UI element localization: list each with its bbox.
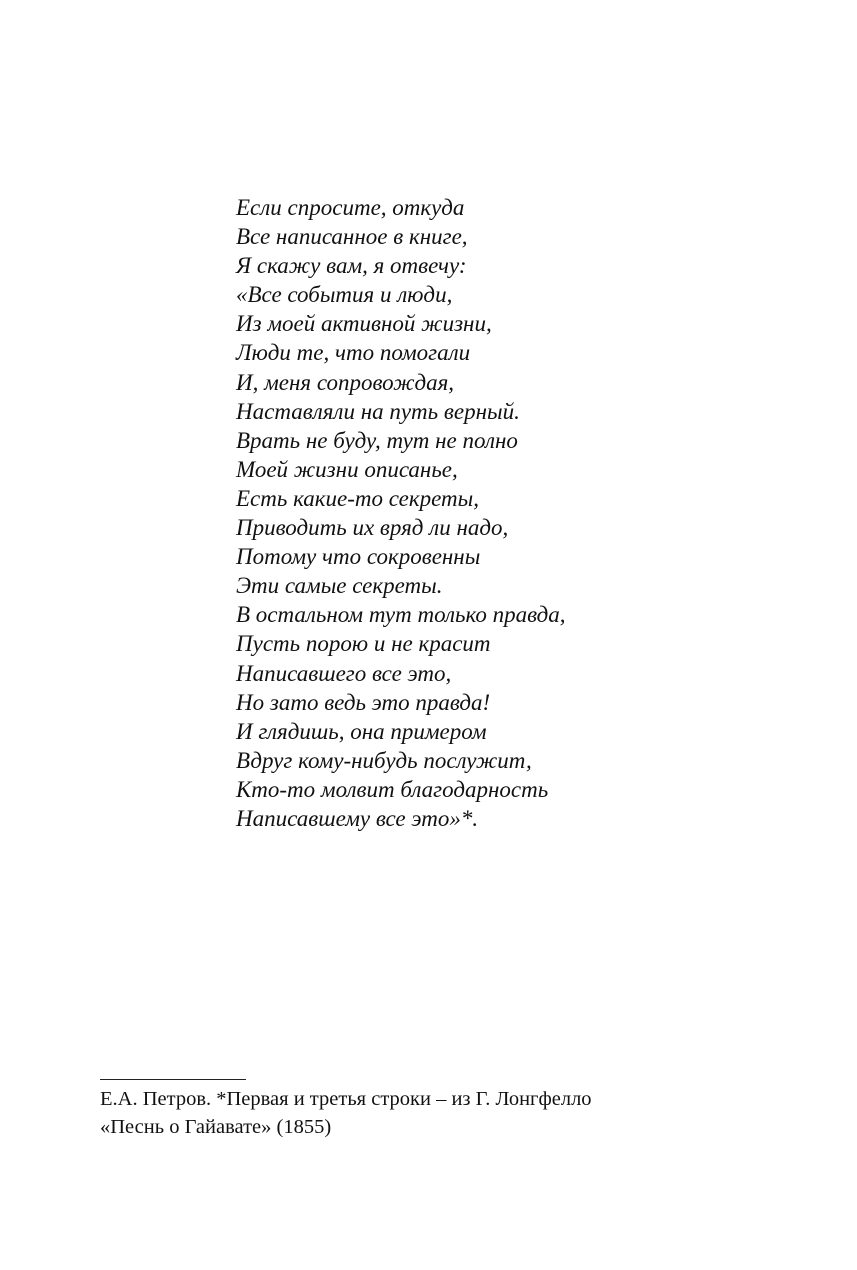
poem-line: Вдруг кому-нибудь послужит, [236, 747, 532, 773]
poem-line: «Все события и люди, [236, 282, 453, 308]
poem-line: Приводить их вряд ли надо, [236, 515, 509, 541]
poem-line: Я скажу вам, я отвечу: [236, 253, 467, 279]
footnote-line: «Песнь о Гайавате» (1855) [100, 1116, 332, 1138]
poem-line: Моей жизни описанье, [236, 456, 458, 482]
poem-line: Если спросите, откуда [236, 195, 465, 220]
poem-line: Потому что сокровенны [236, 544, 481, 570]
poem-line: Пусть порою и не красит [236, 631, 491, 657]
poem-line: В остальном тут только правда, [236, 602, 566, 628]
footnote-line: Е.А. Петров. *Первая и третья строки – из Г. Лонгфелло [100, 1088, 592, 1110]
poem-line: Написавшего все это, [236, 660, 452, 686]
poem-line: Но зато ведь это правда! [236, 689, 491, 715]
poem-line: Из моей активной жизни, [236, 311, 492, 337]
poem-line: Кто-то молвит благодарность [236, 776, 549, 802]
poem-line: Наставляли на путь верный. [236, 398, 520, 424]
poem-line: Люди те, что помогали [236, 340, 471, 366]
poem-line: И глядишь, она примером [236, 718, 487, 744]
poem-line: Врать не буду, тут не полно [236, 427, 518, 453]
poem-line: И, меня сопровождая, [236, 369, 455, 395]
poem-line: Эти самые секреты. [236, 573, 443, 599]
footnote-divider [100, 1079, 246, 1080]
poem [236, 193, 566, 833]
poem-line: Написавшему все это»*. [236, 805, 479, 831]
footnote [100, 1085, 740, 1141]
poem-line: Есть какие-то секреты, [236, 485, 479, 511]
poem-line: Все написанное в книге, [236, 224, 468, 250]
